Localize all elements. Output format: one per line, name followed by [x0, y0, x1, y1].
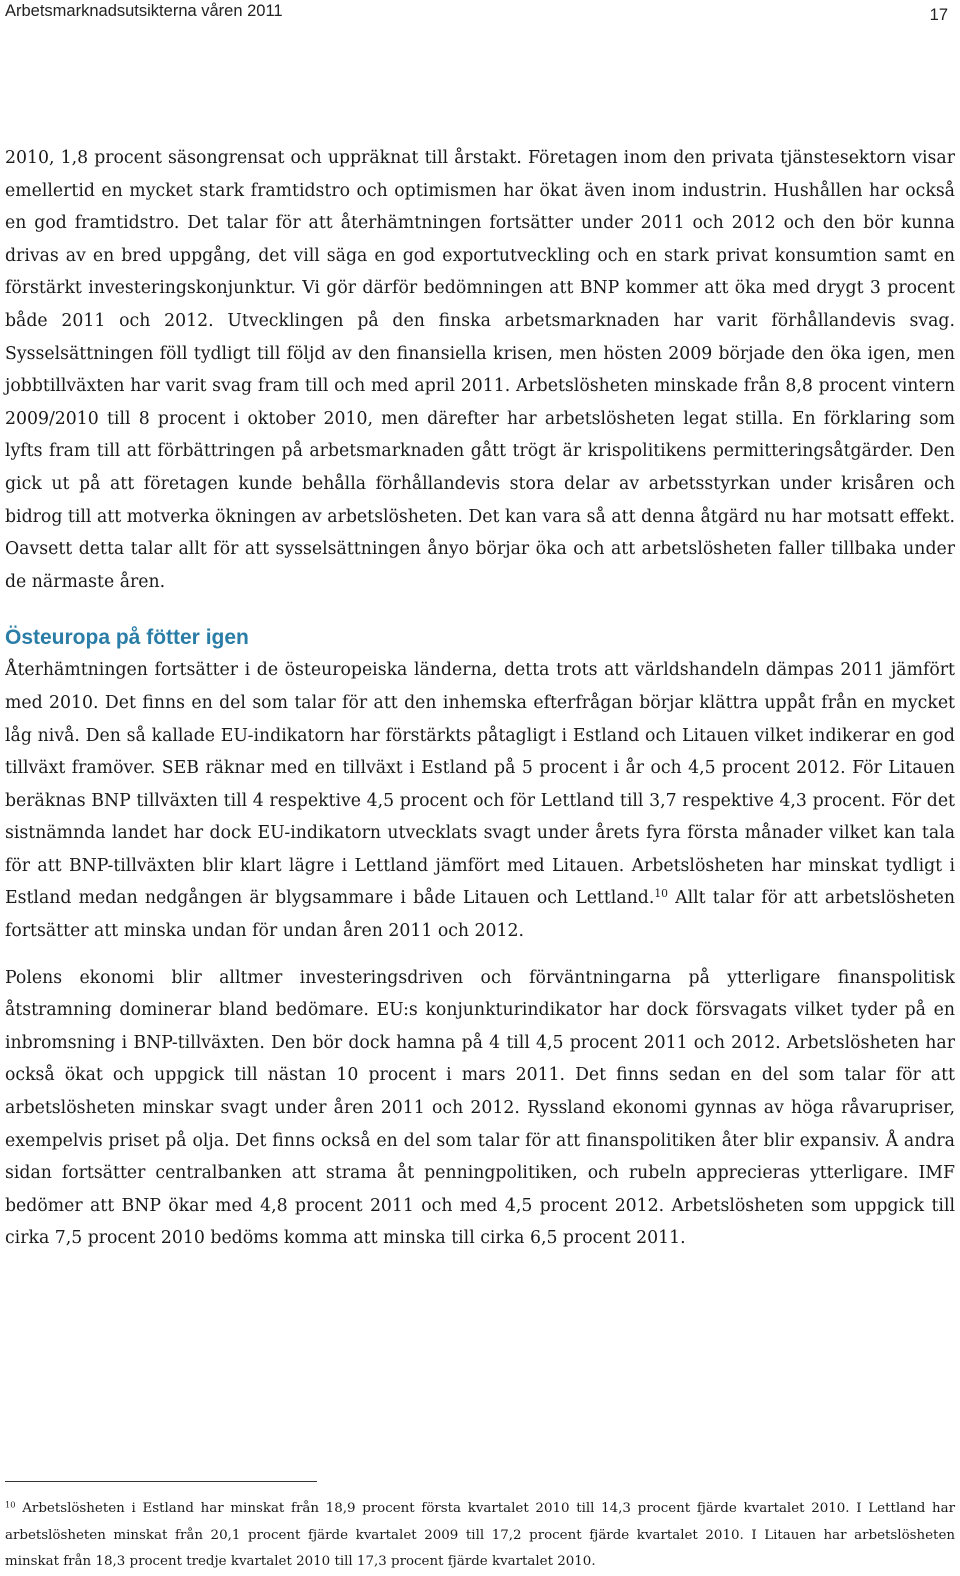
paragraph-text: Återhämtningen fortsätter i de östeuropeiska länderna, detta trots att världshandeln dämpas 2011 jämfört med 2010. Det finns en del som talar för att den inhemska efterfrågan börjar klättra uppåt från en mycket låg nivå. Den så kallade EU-indikatorn har förstärkts påtagligt i Estland och Litauen vilket indikerar en god tillväxt framöver. SEB räknar med en tillväxt i Estland på 5 procent i år och 4,5 procent 2012. För Litauen beräknas BNP tillväxten till 4 respektive 4,5 procent och för Lettland till 3,7 respektive 4,3 procent. För det sistnämnda landet har dock EU-indikatorn utvecklats svagt under årets fyra första månader vilket kan tala för att BNP-tillväxten blir klart lägre i Lettland jämfört med Litauen. Arbetslösheten har minskat tydligt i Estland medan nedgången är blygsammare i både Litauen och Lettland. — [5, 660, 955, 909]
main-text — [5, 142, 955, 1255]
footnote-text: Arbetslösheten i Estland har minskat från 18,9 procent första kvartalet 2010 till 14,3 procent fjärde kvartalet 2010. I Lettland har arbetslösheten minskat från 20,1 procent fjärde kvartalet 2009 till 17,2 procent fjärde kvartalet 2010. I Litauen har arbetslösheten minskat från 18,3 procent tredje kvartalet 2010 till 17,3 procent fjärde kvartalet 2010. — [5, 1501, 955, 1570]
body-paragraph: Polens ekonomi blir alltmer investeringsdriven och förväntningarna på ytterligare finanspolitisk åtstramning dominerar bland bedömare. EU:s konjunkturindikator har dock försvagats vilket tyder på en inbromsning i BNP-tillväxten. Den bör dock hamna på 4 till 4,5 procent 2011 och 2012. Arbetslösheten har också ökat och uppgick till nästan 10 procent i mars 2011. Det finns sedan en del som talar för att arbetslösheten minskar svagt under åren 2011 och 2012. Ryssland ekonomi gynnas av höga råvarupriser, exempelvis priset på olja. Det finns också en del som talar för att finanspolitiken åter blir expansiv. Å andra sidan fortsätter centralbanken att strama åt penningpolitiken, och rubeln apprecieras ytterligare. IMF bedömer att BNP ökar med 4,8 procent 2011 och med 4,5 procent 2012. Arbetslösheten som uppgick till cirka 7,5 procent 2010 bedöms komma att minska till cirka 6,5 procent 2011. — [5, 967, 955, 1249]
body-paragraph — [5, 654, 955, 947]
document-title: Arbetsmarknadsutsikterna våren 2011 — [5, 2, 283, 20]
page-number: 17 — [929, 6, 948, 24]
paragraph-text: Allt talar för att arbetslösheten fortsätter att minska undan för undan åren 2011 och 2012. — [5, 888, 955, 942]
footnote-divider — [5, 1481, 317, 1482]
footnote-reference[interactable]: 10 — [654, 887, 668, 901]
footnote — [5, 1496, 955, 1576]
body-paragraph: 2010, 1,8 procent säsongrensat och uppräknat till årstakt. Företagen inom den privata tjänstesektorn visar emellertid en mycket stark framtidstro och optimismen har ökat även inom industrin. Hushållen har också en god framtidstro. Det talar för att återhämtningen fortsätter under 2011 och 2012 och den bör kunna drivas av en bred uppgång, det vill säga en god exportutveckling och en stark privat konsumtion samt en förstärkt investeringskonjunktur. Vi gör därför bedömningen att BNP kommer att öka med drygt 3 procent både 2011 och 2012. Utvecklingen på den finska arbetsmarknaden har varit förhållandevis svag. Sysselsättningen föll tydligt till följd av den finansiella krisen, men hösten 2009 började den öka igen, men jobbtillväxten har varit svag fram till och med april 2011. Arbetslösheten minskade från 8,8 procent vintern 2009/2010 till 8 procent i oktober 2010, men därefter har arbetslösheten legat stilla. En förklaring som lyfts fram till att förbättringen på arbetsmarknaden gått trögt är krispolitikens permitteringsåtgärder. Den gick ut på att företagen kunde behålla förhållandevis stora delar av arbetsstyrkan under krisåren och bidrog till att motverka ökningen av arbetslösheten. Det kan vara så att denna åtgärd nu har motsatt effekt. Oavsett detta talar allt för att sysselsättningen ånyo börjar öka och att arbetslösheten faller tillbaka under de närmaste åren. — [5, 148, 955, 592]
section-heading: Östeuropa på fötter igen — [5, 626, 249, 650]
footnote-number: 10 — [5, 1499, 16, 1510]
running-header — [5, 2, 948, 24]
